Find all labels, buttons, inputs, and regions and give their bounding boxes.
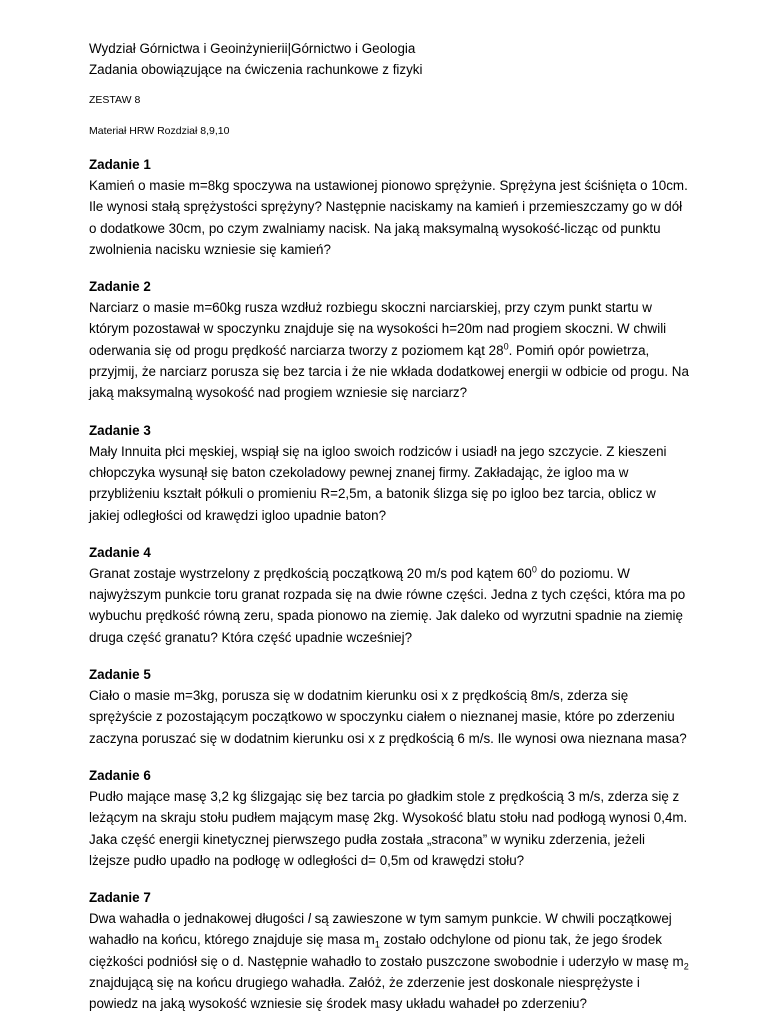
task-text bbox=[89, 563, 689, 648]
document-page bbox=[89, 38, 689, 1015]
task-1 bbox=[89, 154, 689, 260]
task-title: Zadanie 7 bbox=[89, 890, 151, 906]
task-title: Zadanie 2 bbox=[89, 279, 151, 295]
degree-superscript: 0 bbox=[503, 341, 509, 352]
task-text-part: Granat zostaje wystrzelony z prędkością początkową 20 m/s pod kątem 60 bbox=[89, 565, 532, 581]
task-title: Zadanie 3 bbox=[89, 422, 151, 438]
length-variable: l bbox=[307, 911, 311, 927]
task-5 bbox=[89, 664, 689, 749]
header-line-2: Zadania obowiązujące na ćwiczenia rachunkowe z fizyki bbox=[89, 62, 423, 77]
task-2 bbox=[89, 276, 689, 403]
task-text-part: znajdującą się na końcu drugiego wahadła. Załóż, że zderzenie jest doskonale niesprężyste i powiedz na jaką wysokość wzniesie się środek masy układu wahadeł po zderzeniu? bbox=[89, 975, 640, 1012]
task-text-part: są zawieszone w tym samym punkcie. W chwili początkowej wahadło na końcu, którego znajduje się masa m bbox=[89, 911, 672, 948]
task-text: Ciało o masie m=3kg, porusza się w dodatnim kierunku osi x z prędkością 8m/s, zderza się sprężyście z pozostającym początkowo w spoczynku ciałem o nieznanej masie, które po zderzeniu zaczyna poruszać się w dodatnim kierunku osi x z prędkością 6 m/s. Ile wynosi owa nieznana masa? bbox=[89, 688, 687, 746]
task-3 bbox=[89, 420, 689, 526]
task-text: Pudło mające masę 3,2 kg ślizgając się bez tarcia po gładkim stole z prędkością 3 m/s, zderza się z leżącym na skraju stołu pudłem mającym masę 2kg. Wysokość blatu stołu nad podłogą wynosi 0,4m. Jaka część energii kinetycznej pierwszego pudła została „stracona” w wyniku zderzenia, jeżeli lżejsze pudło upadło na podłogę w odległości d= 0,5m od krawędzi stołu? bbox=[89, 788, 688, 868]
task-title: Zadanie 1 bbox=[89, 157, 151, 172]
task-text-part: zostało odchylone od pionu tak, że jego środek ciężkości podniósł się o d. Następnie wahadło to zostało puszczone swobodnie i uderzyło w masę m bbox=[89, 932, 684, 969]
task-4 bbox=[89, 542, 689, 648]
task-text bbox=[89, 297, 689, 403]
task-text-part: Dwa wahadła o jednakowej długości bbox=[89, 911, 308, 927]
task-7 bbox=[89, 887, 689, 1014]
mass-subscript: 1 bbox=[374, 940, 380, 951]
task-text-part: . Pomiń opór powietrza, przyjmij, że narciarz porusza się bez tarcia i że nie wkłada dodatkowej energii w odbicie od progu. Na jaką maksymalną wysokość nad progiem wzniesie się narciarz? bbox=[89, 342, 689, 401]
mass-subscript: 2 bbox=[683, 961, 689, 972]
task-text bbox=[89, 908, 689, 1014]
task-title: Zadanie 4 bbox=[89, 544, 151, 560]
task-text: Mały Innuita płci męskiej, wspiął się na igloo swoich rodziców i usiadł na jego szczycie. Z kieszeni chłopczyka wysunął się baton czekoladowy pewnej znanej firmy. Zakładając, że igloo ma w przybliżeniu kształt półkuli o promieniu R=2,5m, a batonik ślizga się po igloo bez tarcia, oblicz w jakiej odległości od krawędzi igloo upadnie baton? bbox=[89, 443, 667, 523]
material-reference: Materiał HRW Rozdział 8,9,10 bbox=[89, 125, 230, 137]
header-line-1: Wydział Górnictwa i Geoinżynierii|Górnictwo i Geologia bbox=[89, 41, 416, 56]
task-title: Zadanie 6 bbox=[89, 767, 151, 783]
task-text-part: do poziomu. W najwyższym punkcie toru granat rozpada się na dwie równe części. Jedna z tych części, która ma po wybuchu prędkość równą zeru, spada pionowo na ziemię. Jak daleko od wyrzutni spadnie na ziemię druga część granatu? Która część upadnie wcześniej? bbox=[89, 565, 686, 645]
degree-superscript: 0 bbox=[531, 564, 537, 575]
set-label: ZESTAW 8 bbox=[89, 94, 141, 106]
task-text: Kamień o masie m=8kg spoczywa na ustawionej pionowo sprężynie. Sprężyna jest ściśnięta o 10cm. Ile wynosi stałą sprężystości sprężyny? Następnie naciskamy na kamień i przemieszczamy go w dół o dodatkowe 30cm, po czym zwalniamy nacisk. Na jaką maksymalną wysokość-licząc od punktu zwolnienia nacisku wzniesie się kamień? bbox=[89, 178, 688, 257]
task-6 bbox=[89, 765, 689, 871]
task-title: Zadanie 5 bbox=[89, 667, 151, 683]
task-text-part: Narciarz o masie m=60kg rusza wzdłuż rozbiegu skoczni narciarskiej, przy czym punkt startu w którym pozostawał w spoczynku znajduje się na wysokości h=20m nad progiem skoczni. W chwili oderwania się od progu prędkość narciarza tworzy z poziomem kąt 28 bbox=[89, 300, 667, 358]
